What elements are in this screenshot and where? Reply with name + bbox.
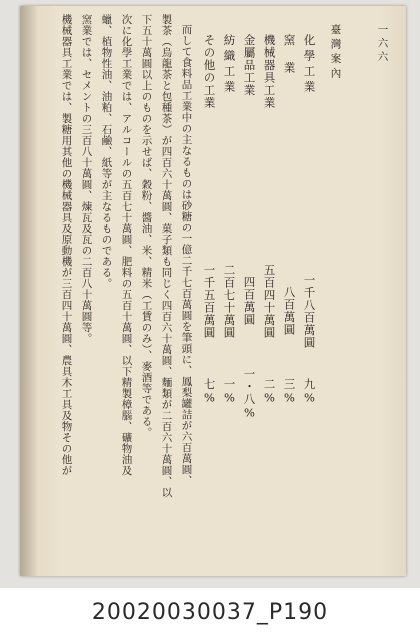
- industry-name: 金屬品工業: [242, 34, 257, 97]
- industry-name: 化學工業: [302, 34, 317, 96]
- scan-caption: 20020030037_P190: [91, 600, 329, 625]
- industry-name: 窯業: [282, 34, 297, 89]
- industry-amount: 五百四十萬圓: [262, 264, 277, 339]
- book-page: [20, 6, 406, 576]
- running-title: 臺灣案內: [329, 24, 342, 82]
- body-text-line: 機械器具工業では、製糖用其他の機械器具及原動機が三百四十萬圓、農具木工具及物その他が: [60, 14, 73, 476]
- body-text-line: 而して食料品工業中の主なるものは砂糖の一億二千七百萬圓を筆頭に、鳳梨罐詰が六百萬圓、: [180, 24, 193, 486]
- industry-percent: 三%: [282, 378, 297, 406]
- industry-amount: 二百七十萬圓: [222, 264, 237, 339]
- industry-amount: 四百萬圓: [242, 276, 257, 326]
- body-text-line: 蠟、植物性油、油粕、石鹼、紙等が主なるものである。: [100, 14, 113, 289]
- page-number: 一六六: [376, 24, 389, 65]
- industry-percent: 七%: [202, 378, 217, 406]
- industry-percent: 二%: [262, 378, 277, 406]
- industry-percent: 九%: [302, 378, 317, 406]
- industry-percent: 一・八%: [242, 368, 257, 421]
- industry-amount: 一千五百萬圓: [202, 264, 217, 339]
- industry-amount: 一千八百萬圓: [302, 274, 317, 349]
- body-text-line: 製茶（烏龍茶と包種茶）が四百六十萬圓、菓子類も同じく四百六十萬圓、麵類が二百六十萬圓、以: [160, 14, 173, 498]
- industry-name: 紡織工業: [222, 34, 237, 96]
- body-text-line: 次に化學工業では、アルコールの五百七十萬圓、肥料の五百十萬圓、以下精製樟腦、礦物油及: [120, 14, 133, 476]
- body-text-line: 窯業では、セメントの三百八十萬圓、煉瓦及瓦の二百八十萬圓等。: [80, 14, 93, 344]
- industry-name: 機械器具工業: [262, 34, 277, 109]
- industry-percent: 一%: [222, 378, 237, 406]
- industry-amount: 八百萬圓: [282, 286, 297, 336]
- industry-name: その他の工業: [202, 34, 217, 109]
- body-text-line: 下五十萬圓以上のものを示せば、穀粉、醬油、米、精米（工賃のみ）、麥酒等である。: [140, 14, 153, 438]
